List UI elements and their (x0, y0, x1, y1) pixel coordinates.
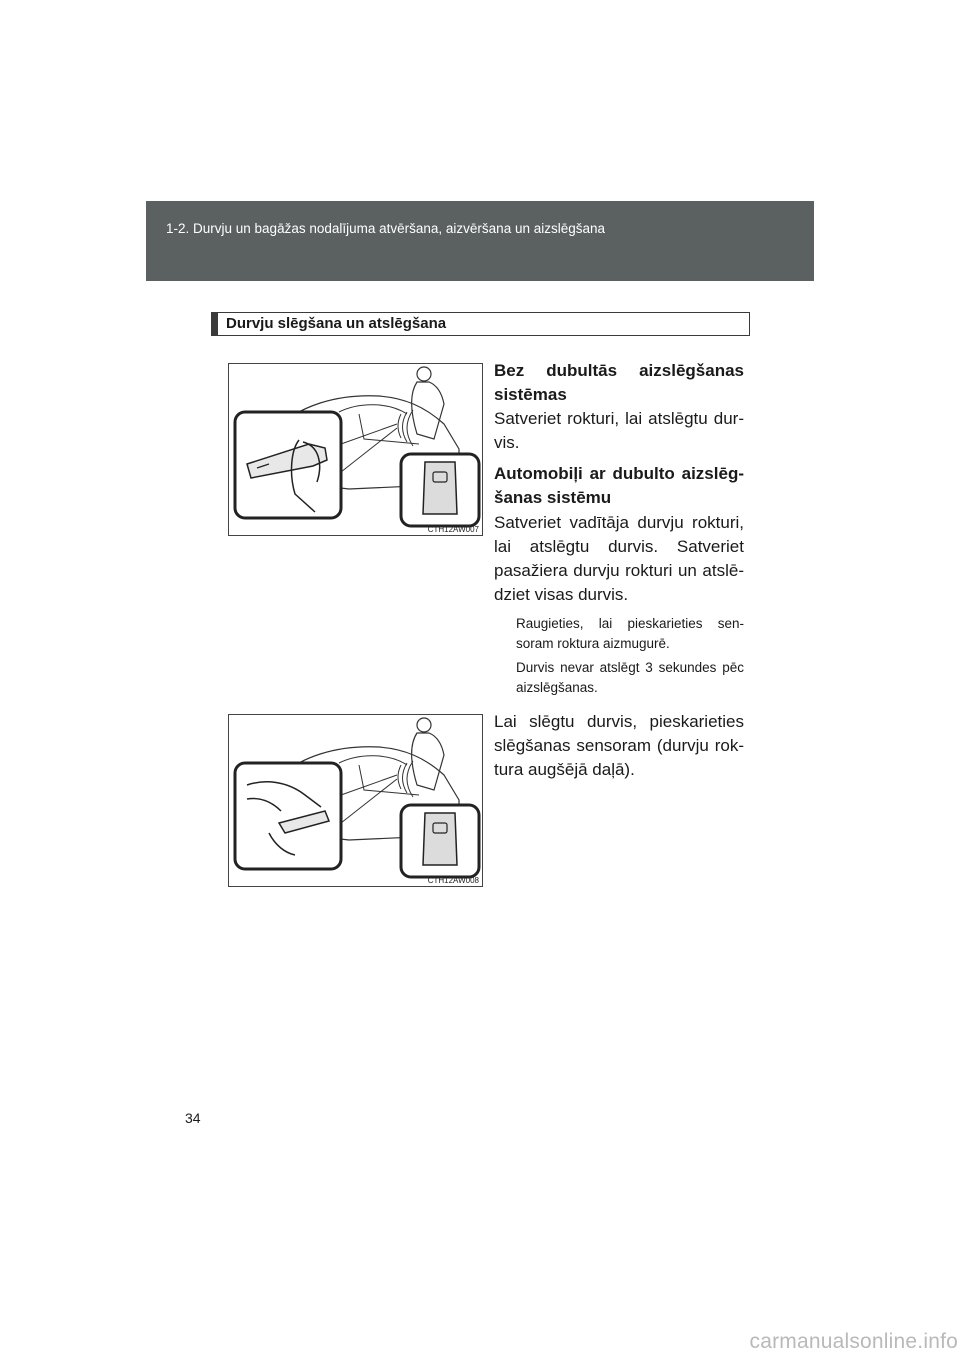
heading-double-lock: Automobiļi ar dubulto aizslēg-šanas sistēmu (494, 464, 744, 507)
paragraph-lock: Lai slēgtu durvis, pieskarieties slēgšanas sensoram (durvju rok-tura augšējā daļā). (494, 712, 744, 779)
smart-key-icon (423, 813, 457, 865)
paragraph-double-lock: Satveriet vadītāja durvju rokturi, lai atslēgtu durvis. Satveriet pasažiera durvju rokturi un atslē-dziet visas durvis. (494, 513, 744, 604)
car-illustration (229, 715, 482, 886)
section-marker (212, 313, 218, 335)
figure-code: CTH12AW008 (427, 876, 479, 885)
watermark: carmanualsonline.info (749, 1330, 958, 1353)
section-title: Durvju slēgšana un atslēgšana (226, 315, 447, 332)
header-band (146, 201, 814, 281)
smart-key-icon (423, 462, 457, 514)
paragraph-unlock: Satveriet rokturi, lai atslēgtu dur-vis. (494, 409, 744, 452)
figure-lock-touch (228, 714, 483, 887)
section-heading-box (211, 312, 750, 336)
heading-no-double-lock: Bez dubultās aizslēgšanas sistēmas (494, 361, 744, 404)
note-delay: Durvis nevar atslēgt 3 sekundes pēc aizslēgšanas. (516, 660, 744, 695)
car-illustration (229, 364, 482, 535)
breadcrumb: 1-2. Durvju un bagāžas nodalījuma atvēršana, aizvēršana un aizslēgšana (166, 221, 606, 236)
note-sensor: Raugieties, lai pieskarieties sen-soram roktura aizmugurē. (516, 616, 744, 651)
figure-code: CTH12AW007 (427, 525, 479, 534)
figure-unlock-grip (228, 363, 483, 536)
page-number: 34 (185, 1110, 201, 1126)
